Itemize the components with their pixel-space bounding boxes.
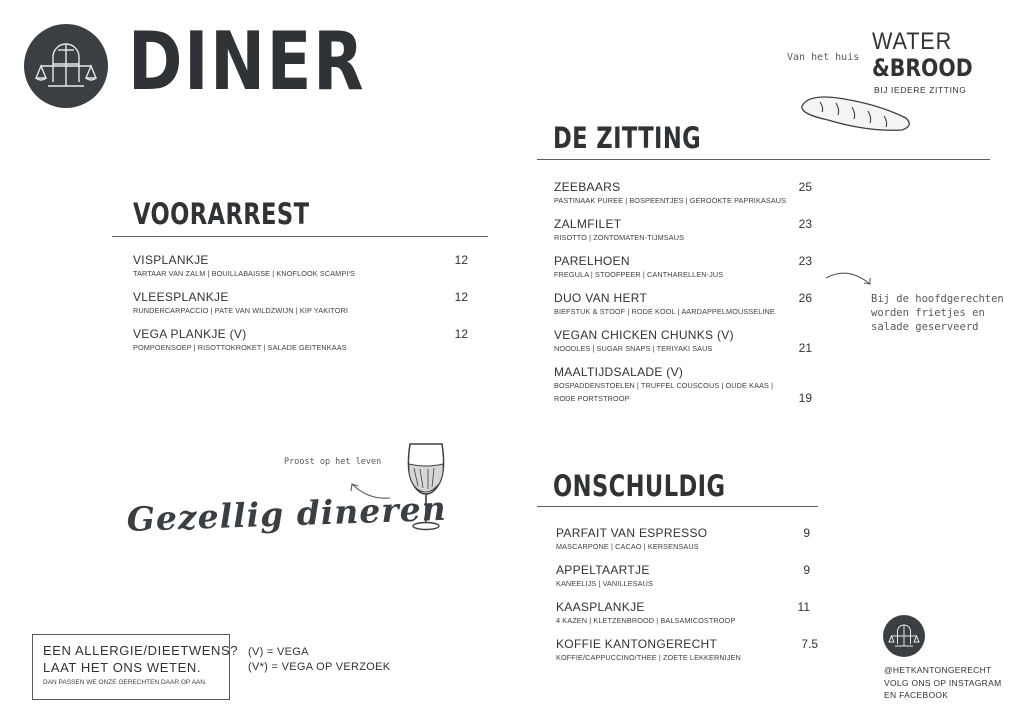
menu-item-desc: RUNDERCARPACCIO | PATE VAN WILDZWIJN | KIP YAKITORI	[133, 306, 348, 315]
social-block	[884, 664, 1001, 702]
bread-icon	[798, 92, 914, 134]
menu-item-name: VLEESPLANKJE	[133, 290, 229, 304]
divider	[537, 506, 818, 507]
social-line2: VOLG ONS OP INSTAGRAM	[884, 677, 1002, 688]
curved-arrow-icon	[824, 266, 876, 292]
menu-item-desc: MASCARPONE | CACAO | KERSENSAUS	[556, 542, 699, 551]
menu-item-price: 21	[798, 341, 812, 355]
menu-item-desc: BIEFSTUK & STOOF | RODE KOOL | AARDAPPELMOUSSELINE	[554, 307, 775, 316]
gezellig-script: Gezellig dineren	[126, 488, 448, 539]
menu-item-desc-cont: RODE PORTSTROOP	[554, 394, 630, 403]
water-brood-line2: &BROOD	[872, 54, 973, 82]
allergy-box	[32, 634, 239, 700]
water-brood-prefix: Van het huis	[787, 52, 860, 63]
menu-item-name: KAASPLANKJE	[556, 600, 645, 614]
menu-item-name: MAALTIJDSALADE (V)	[554, 365, 684, 379]
side-note	[871, 292, 1004, 334]
menu-item-desc: KANEELIJS | VANILLESAUS	[556, 579, 653, 588]
menu-item-desc: BOSPADDENSTOELEN | TRUFFEL COUSCOUS | OUDE KAAS |	[554, 381, 774, 390]
menu-item-name: ZALMFILET	[554, 217, 622, 231]
menu-item-desc: POMPOENSOEP | RISOTTOKROKET | SALADE GEITENKAAS	[133, 343, 347, 352]
water-brood-line1: WATER	[872, 28, 953, 55]
menu-item-price: 25	[798, 180, 812, 194]
menu-item-price: 23	[798, 217, 812, 231]
menu-item-desc: PASTINAAK PUREE | BOSPEENTJES | GEROOKTE PAPRIKASAUS	[554, 196, 787, 205]
menu-item-price: 26	[798, 291, 812, 305]
water-brood-sub: BIJ IEDERE ZITTING	[874, 85, 967, 95]
menu-item-name: VEGAN CHICKEN CHUNKS (V)	[554, 328, 734, 342]
menu-item-name: KOFFIE KANTONGERECHT	[556, 637, 718, 651]
allergy-line1: EEN ALLERGIE/DIEETWENS?	[43, 643, 239, 658]
menu-item-price: 7.5	[801, 637, 818, 651]
menu-item-desc: FREGULA | STOOFPEER | CANTHARELLEN-JUS	[554, 270, 724, 279]
menu-item-price: 9	[803, 526, 810, 540]
side-note-line: Bij de hoofdgerechten	[871, 293, 1004, 305]
menu-item-desc: 4 KAZEN | KLETZENBROOD | BALSAMICOSTROOP	[556, 616, 736, 625]
menu-item-desc: KOFFIE/CAPPUCCINO/THEE | ZOETE LEKKERNIJEN	[556, 653, 741, 662]
logo-emblem-small-icon	[883, 615, 925, 657]
side-note-line: salade geserveerd	[871, 321, 979, 333]
side-note-line: worden frietjes en	[871, 307, 985, 319]
legend-vega: (V) = VEGA	[248, 646, 309, 658]
divider	[537, 159, 990, 160]
menu-item-desc: RISOTTO | ZONTOMATEN-TIJMSAUS	[554, 233, 685, 242]
allergy-small: DAN PASSEN WE ONZE GERECHTEN DAAR OP AAN.	[43, 679, 207, 686]
menu-item-price: 12	[454, 327, 468, 341]
menu-item-name: VEGA PLANKJE (V)	[133, 327, 247, 341]
divider	[112, 236, 488, 237]
menu-item-price: 11	[797, 600, 810, 614]
menu-item-price: 12	[454, 290, 468, 304]
menu-item-desc: NOODLES | SUGAR SNAPS | TERIYAKI SAUS	[554, 344, 713, 353]
section-title-zitting: DE ZITTING	[553, 121, 702, 155]
menu-item-name: PARELHOEN	[554, 254, 630, 268]
logo-emblem-icon	[24, 24, 108, 108]
instagram-handle[interactable]: @HETKANTONGERECHT	[884, 665, 992, 675]
menu-item-name: APPELTAARTJE	[556, 563, 650, 577]
menu-item-price: 9	[803, 563, 810, 577]
menu-item-desc: TARTAAR VAN ZALM | BOUILLABAISSE | KNOFLOOK SCAMPI'S	[133, 269, 355, 278]
legend-vega-request: (V*) = VEGA OP VERZOEK	[248, 661, 391, 673]
allergy-line2: LAAT HET ONS WETEN.	[43, 660, 202, 675]
proost-note: Proost op het leven	[284, 457, 382, 467]
menu-item-price: 19	[798, 391, 812, 405]
section-title-voorarrest: VOORARREST	[133, 197, 310, 231]
menu-item-name: VISPLANKJE	[133, 253, 209, 267]
menu-item-name: PARFAIT VAN ESPRESSO	[556, 526, 708, 540]
menu-item-price: 12	[454, 253, 468, 267]
menu-item-name: DUO VAN HERT	[554, 291, 648, 305]
section-title-onschuldig: ONSCHULDIG	[553, 469, 726, 503]
menu-item-name: ZEEBAARS	[554, 180, 621, 194]
social-line3: EN FACEBOOK	[884, 690, 949, 700]
page-title: DINER	[128, 15, 366, 108]
menu-item-price: 23	[798, 254, 812, 268]
